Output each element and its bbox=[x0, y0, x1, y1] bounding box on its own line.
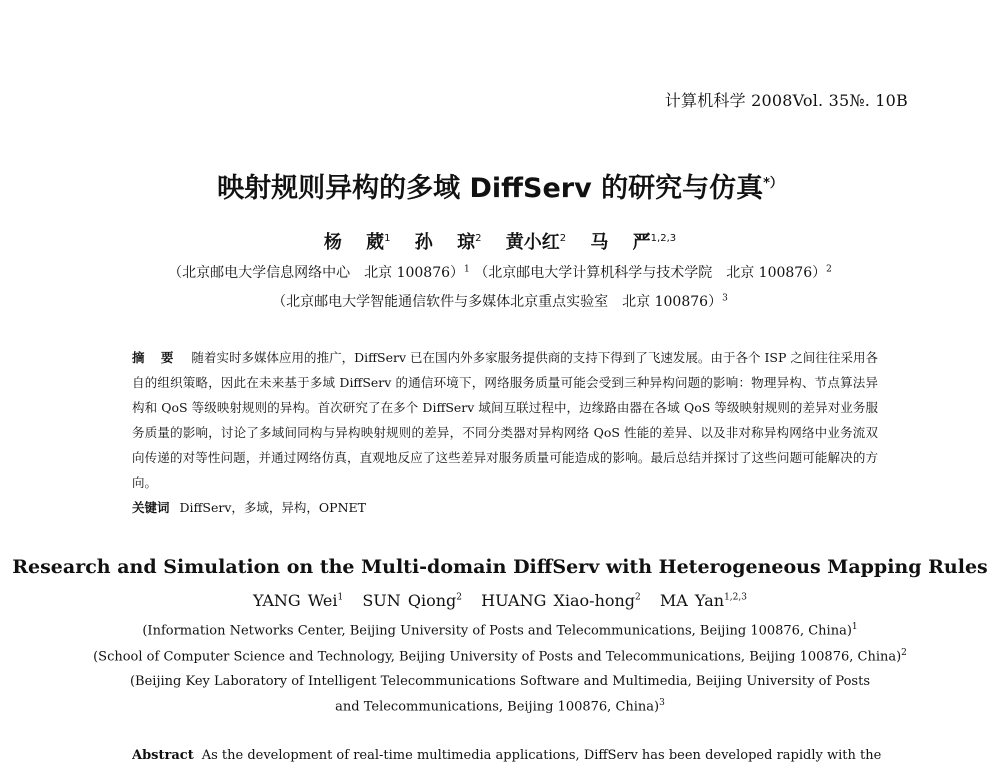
author-en-3 bbox=[481, 591, 641, 610]
author-affiliation-mark: 2 bbox=[635, 592, 641, 603]
keywords-cn-text: DiffServ，多域，异构，OPNET bbox=[179, 500, 366, 515]
affiliation-text: （北京邮电大学计算机科学与技术学院 北京 100876） bbox=[474, 265, 827, 281]
abstract-cn-label: 摘 要 bbox=[132, 350, 180, 365]
affiliation-text: (School of Computer Science and Technology, Beijing University of Posts and Telecommunications, Beijing 100876, China) bbox=[93, 649, 902, 665]
author-name: 杨 葳 bbox=[323, 232, 385, 253]
author-name: 孙 琼 bbox=[414, 232, 476, 253]
title-chinese bbox=[0, 166, 1000, 205]
keywords-cn-label: 关键词 bbox=[132, 500, 170, 515]
author-name: SUN Qiong bbox=[362, 591, 457, 610]
affiliation-number: 2 bbox=[826, 264, 832, 275]
author-affiliation-mark: 2 bbox=[475, 233, 482, 244]
title-footnote-mark: *） bbox=[763, 176, 783, 191]
author-affiliation-mark: 2 bbox=[559, 233, 567, 244]
author-affiliation-mark: 1 bbox=[384, 233, 391, 244]
author-cn-3 bbox=[506, 232, 566, 253]
affiliation-number: 3 bbox=[722, 293, 728, 304]
abstract-english bbox=[132, 748, 892, 763]
affiliation-cn-line-2 bbox=[0, 291, 1000, 311]
title-english: Research and Simulation on the Multi-domain DiffServ with Heterogeneous Mapping Rules bbox=[12, 556, 988, 578]
abstract-cn-text: 随着实时多媒体应用的推广，DiffServ 已在国内外多家服务提供商的支持下得到了飞速发展。由于各个 ISP 之间往往采用各自的组织策略，因此在未来基于多域 DiffServ 的通信环境下，网络服务质量可能会受到三种异构问题的影响：物理异构、节点算法异构和 QoS 等级映射规则的异构。首次研究了在多个 DiffServ 域间互联过程中，边缘路由器在各域 QoS 等级映射规则的差异对业务服务质量的影响，讨论了多域间同构与异构映射规则的差异，不同分类器对异构网络 QoS 性能的差异、以及非对称异构网络中业务流双向传递的对等性问题，并通过网络仿真，直观地反应了这些差异对服务质量可能造成的影响。最后总结并探讨了这些问题可能解决的方向。 bbox=[132, 350, 878, 490]
authors-english bbox=[0, 591, 1000, 610]
title-chinese-text: 映射规则异构的多域 DiffServ 的研究与仿真 bbox=[217, 173, 764, 204]
author-name: MA Yan bbox=[659, 591, 725, 610]
author-affiliation-mark: 1,2,3 bbox=[650, 233, 677, 244]
author-name: HUANG Xiao-hong bbox=[481, 591, 636, 610]
author-cn-4 bbox=[590, 232, 676, 253]
author-name: 马 严 bbox=[590, 232, 651, 253]
affiliation-text: and Telecommunications, Beijing 100876, China) bbox=[335, 699, 660, 715]
affiliation-number: 2 bbox=[901, 648, 907, 658]
affiliation-text: （北京邮电大学信息网络中心 北京 100876） bbox=[168, 265, 465, 281]
author-cn-1 bbox=[324, 232, 391, 253]
affiliation-number: 3 bbox=[659, 698, 665, 708]
author-cn-2 bbox=[415, 232, 482, 253]
author-name: 黄小红 bbox=[505, 232, 560, 253]
affiliation-en-line-2 bbox=[0, 648, 1000, 664]
authors-chinese bbox=[0, 228, 1000, 254]
author-affiliation-mark: 1,2,3 bbox=[724, 592, 747, 603]
affiliation-number: 1 bbox=[464, 264, 470, 275]
journal-header: 计算机科学 2008Vol. 35№. 10B bbox=[664, 91, 908, 110]
affiliation-en-line-1 bbox=[0, 622, 1000, 638]
author-en-2 bbox=[362, 591, 462, 610]
abstract-chinese bbox=[132, 345, 878, 495]
affiliation-text: （北京邮电大学智能通信软件与多媒体北京重点实验室 北京 100876） bbox=[272, 294, 723, 310]
author-en-1 bbox=[253, 591, 343, 610]
affiliation-en-line-4 bbox=[0, 698, 1000, 714]
author-en-4 bbox=[660, 591, 747, 610]
author-affiliation-mark: 2 bbox=[456, 592, 463, 603]
affiliation-text: (Information Networks Center, Beijing University of Posts and Telecommunications, Beijing 100876, China) bbox=[142, 623, 852, 639]
affiliation-en-line-3 bbox=[0, 674, 1000, 689]
abstract-en-label: Abstract bbox=[132, 748, 194, 763]
affiliation-text: (Beijing Key Laboratory of Intelligent Telecommunications Software and Multimedia, Beijing University of Posts bbox=[129, 674, 871, 689]
author-affiliation-mark: 1 bbox=[337, 592, 344, 603]
affiliation-number: 1 bbox=[851, 622, 858, 632]
author-name: YANG Wei bbox=[253, 591, 338, 610]
keywords-chinese bbox=[132, 498, 366, 516]
affiliation-cn-line-1 bbox=[0, 262, 1000, 282]
abstract-en-text: As the development of real-time multimedia applications, DiffServ has been developed rapidly with the bbox=[201, 748, 882, 763]
